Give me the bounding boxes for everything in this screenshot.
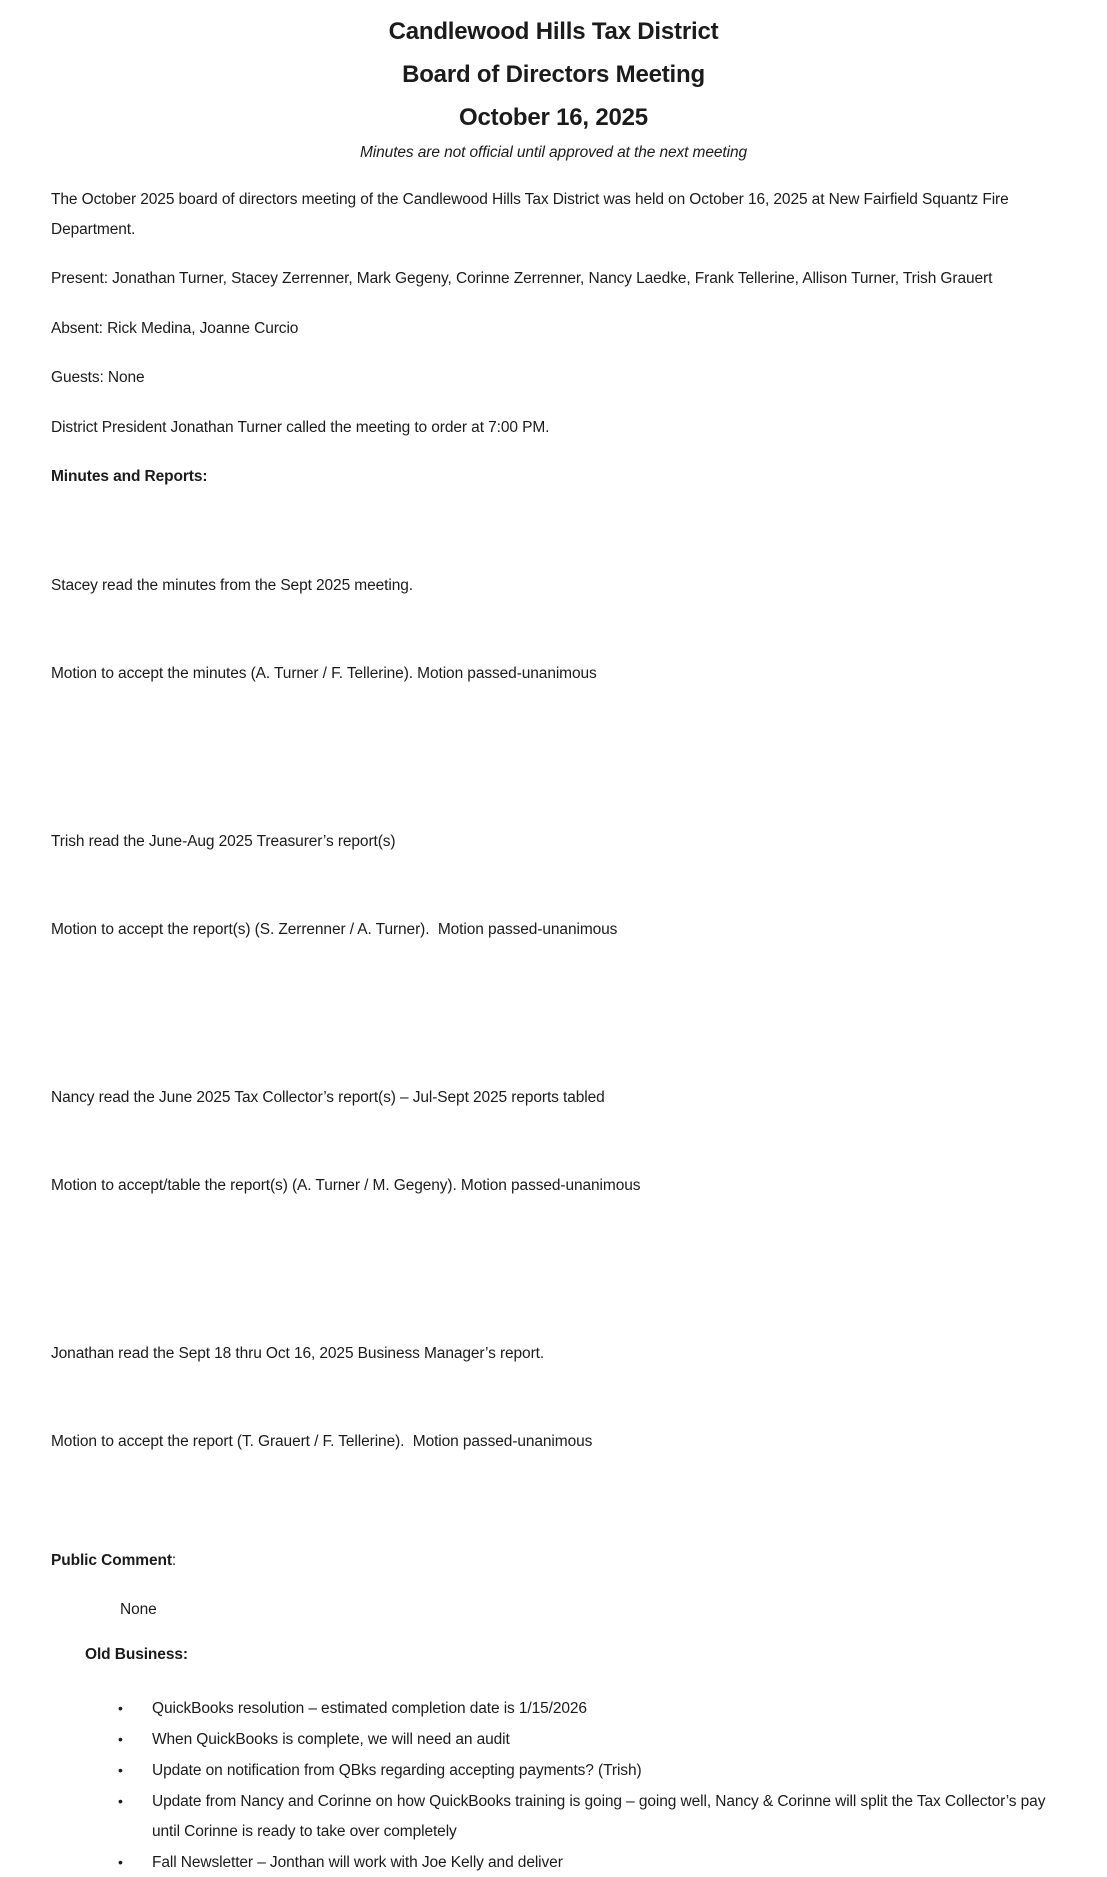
minutes-disclaimer: Minutes are not official until approved at the next meeting — [51, 141, 1056, 165]
old-business-list — [51, 1694, 1056, 1877]
list-item-text: Fall Newsletter – Jonthan will work with Joe Kelly and deliver — [152, 1848, 1056, 1877]
document-title-line-2: Board of Directors Meeting — [51, 53, 1056, 96]
old-business-heading: Old Business: — [85, 1640, 1056, 1670]
minutes-entry-business-manager — [51, 1280, 1056, 1516]
absent-paragraph: Absent: Rick Medina, Joanne Curcio — [51, 314, 1056, 344]
motion-line: Motion to accept/table the report(s) (A. Turner / M. Gegeny). Motion passed-unanimous — [51, 1171, 1056, 1201]
bullet-icon: • — [118, 1787, 152, 1846]
public-comment-heading-colon: : — [172, 1552, 176, 1569]
minutes-entry-tax-collector — [51, 1024, 1056, 1260]
list-item-text: Update on notification from QBks regarding accepting payments? (Trish) — [152, 1756, 1056, 1786]
report-read-line: Nancy read the June 2025 Tax Collector’s report(s) – Jul-Sept 2025 reports tabled — [51, 1083, 1056, 1113]
present-paragraph: Present: Jonathan Turner, Stacey Zerrenner, Mark Gegeny, Corinne Zerrenner, Nancy Laedke, Frank Tellerine, Allison Turner, Trish Grauert — [51, 264, 1056, 294]
document-header — [51, 10, 1056, 165]
guests-paragraph: Guests: None — [51, 363, 1056, 393]
minutes-entry-treasurer — [51, 768, 1056, 1004]
public-comment-value: None — [120, 1595, 1056, 1625]
document-title-line-1: Candlewood Hills Tax District — [51, 10, 1056, 53]
list-item — [118, 1756, 1056, 1786]
bullet-icon: • — [118, 1725, 152, 1755]
intro-paragraph: The October 2025 board of directors meeting of the Candlewood Hills Tax District was held on October 16, 2025 at New Fairfield Squantz Fire Department. — [51, 185, 1056, 244]
bullet-icon: • — [118, 1848, 152, 1877]
list-item-text: Update from Nancy and Corinne on how QuickBooks training is going – going well, Nancy & Corinne will split the Tax Collector’s pay until Corinne is ready to take over completely — [152, 1787, 1056, 1846]
public-comment-heading — [51, 1546, 1056, 1576]
list-item — [118, 1848, 1056, 1877]
document-title-line-3: October 16, 2025 — [51, 96, 1056, 139]
minutes-and-reports-heading: Minutes and Reports: — [51, 462, 1056, 492]
minutes-entry-secretary — [51, 512, 1056, 748]
list-item-text: QuickBooks resolution – estimated completion date is 1/15/2026 — [152, 1694, 1056, 1724]
document-body — [51, 185, 1056, 1877]
report-read-line: Stacey read the minutes from the Sept 2025 meeting. — [51, 571, 1056, 601]
list-item — [118, 1694, 1056, 1724]
motion-line: Motion to accept the report(s) (S. Zerrenner / A. Turner). Motion passed-unanimous — [51, 915, 1056, 945]
report-read-line: Trish read the June-Aug 2025 Treasurer’s report(s) — [51, 827, 1056, 857]
report-read-line: Jonathan read the Sept 18 thru Oct 16, 2025 Business Manager’s report. — [51, 1339, 1056, 1369]
motion-line: Motion to accept the report (T. Grauert / F. Tellerine). Motion passed-unanimous — [51, 1427, 1056, 1457]
list-item — [118, 1787, 1056, 1846]
list-item-text: When QuickBooks is complete, we will need an audit — [152, 1725, 1056, 1755]
public-comment-heading-text: Public Comment — [51, 1552, 172, 1569]
bullet-icon: • — [118, 1756, 152, 1786]
bullet-icon: • — [118, 1694, 152, 1724]
list-item — [118, 1725, 1056, 1755]
motion-line: Motion to accept the minutes (A. Turner / F. Tellerine). Motion passed-unanimous — [51, 659, 1056, 689]
call-to-order-paragraph: District President Jonathan Turner called the meeting to order at 7:00 PM. — [51, 413, 1056, 443]
